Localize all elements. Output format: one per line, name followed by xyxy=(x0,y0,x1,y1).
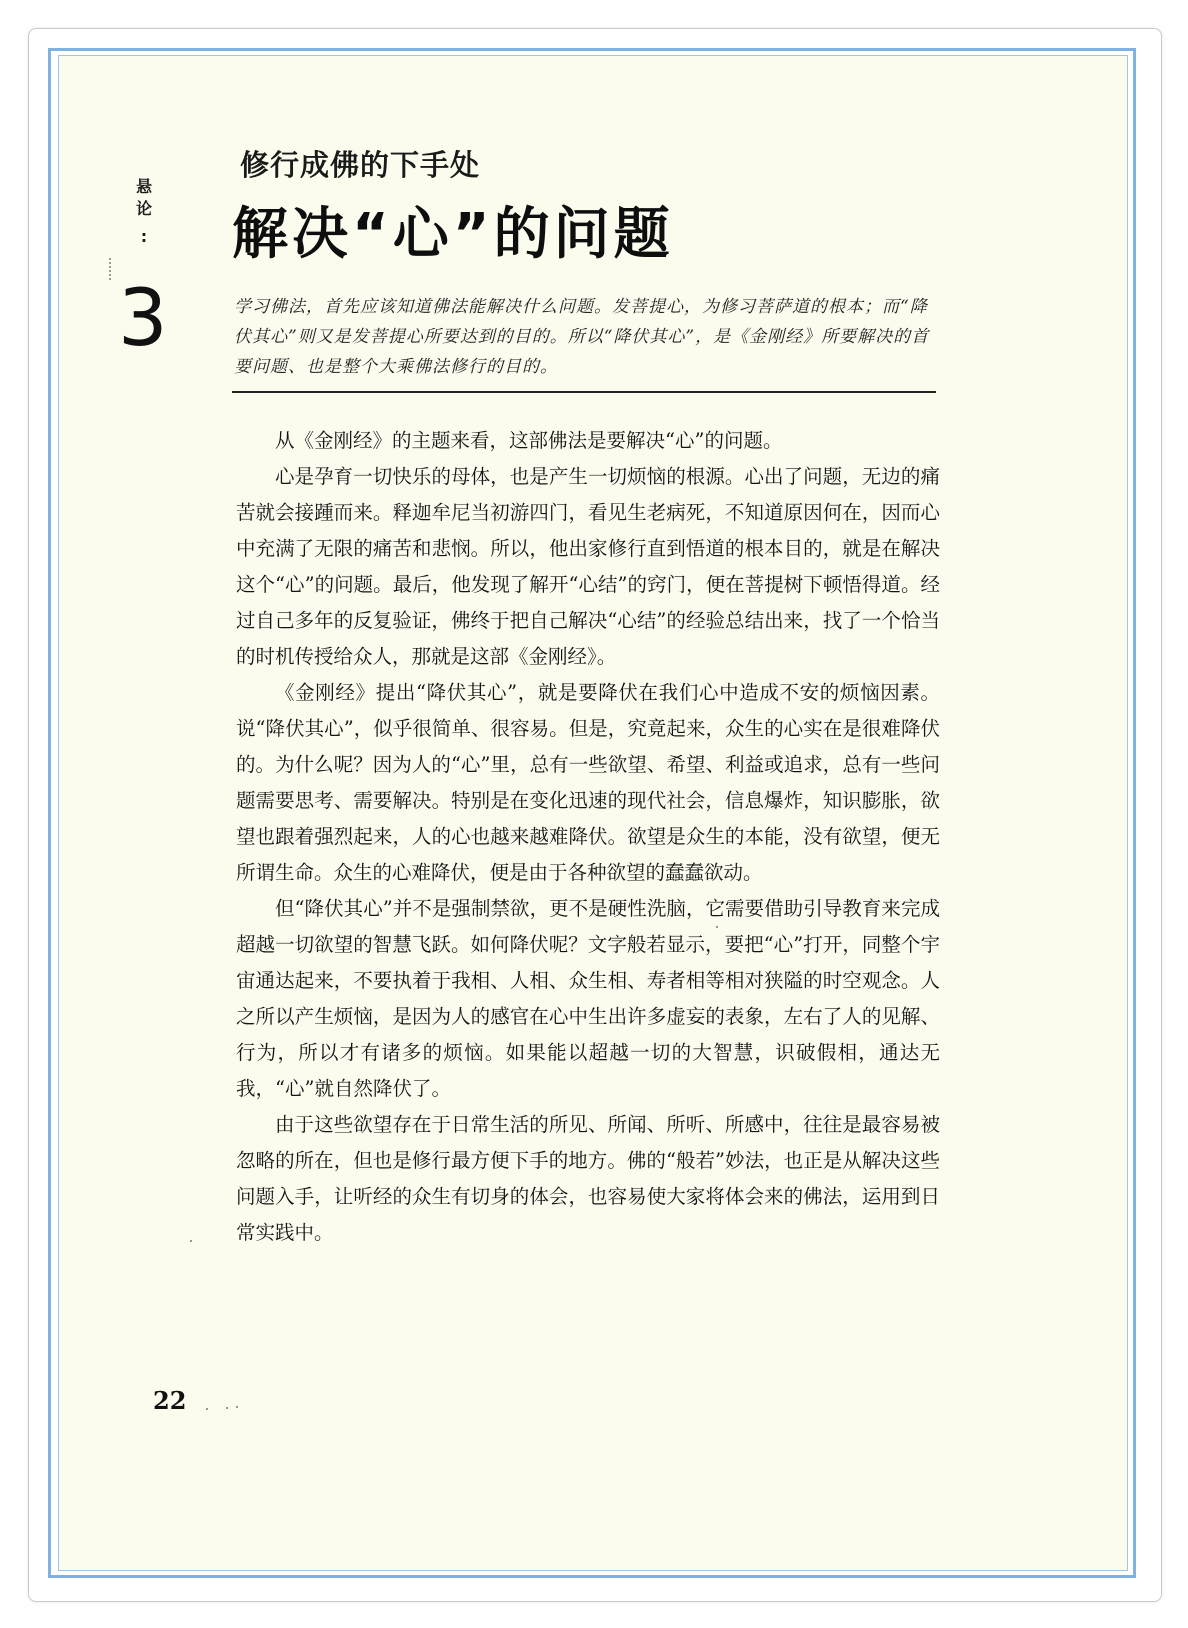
page-number: 22 xyxy=(153,1386,187,1415)
chapter-number: 3 xyxy=(118,274,168,364)
abstract-divider xyxy=(232,391,936,393)
paragraph: 由于这些欲望存在于日常生活的所见、所闻、所听、所感中，往往是最容易被忽略的所在，但也是修行最方便下手的地方。佛的“般若”妙法，也正是从解决这些问题入手，让听经的众生有切身的体会，也容易使大家将体会来的佛法，运用到日常实践中。 xyxy=(236,1113,940,1244)
scan-speck xyxy=(236,1406,238,1408)
scan-speck xyxy=(190,1240,192,1242)
side-dots-divider xyxy=(109,258,113,280)
chapter-subtitle: 修行成佛的下手处 xyxy=(240,148,481,182)
side-label-colon: : xyxy=(140,227,148,246)
scan-speck xyxy=(226,1407,228,1409)
side-label-char: 悬 xyxy=(135,177,152,196)
body-text xyxy=(236,423,940,1251)
paragraph: 但“降伏其心”并不是强制禁欲，更不是硬性洗脑，它需要借助引导教育来完成超越一切欲望的智慧飞跃。如何降伏呢？文字般若显示，要把“心”打开，同整个宇宙通达起来，不要执着于我相、人相、众生相、寿者相等相对狭隘的时空观念。人之所以产生烦恼，是因为人的感官在心中生出许多虚妄的表象，左右了人的见解、行为，所以才有诸多的烦恼。如果能以超越一切的大智慧，识破假相，通达无我，“心”就自然降伏了。 xyxy=(236,897,940,1100)
paragraph: 心是孕育一切快乐的母体，也是产生一切烦恼的根源。心出了问题，无边的痛苦就会接踵而来。释迦牟尼当初游四门，看见生老病死，不知道原因何在，因而心中充满了无限的痛苦和悲悯。所以，他出家修行直到悟道的根本目的，就是在解决这个“心”的问题。最后，他发现了解开“心结”的窍门，便在菩提树下顿悟得道。经过自己多年的反复验证，佛终于把自己解决“心结”的经验总结出来，找了一个恰当的时机传授给众人，那就是这部《金刚经》。 xyxy=(236,465,940,668)
side-label-char: 论 xyxy=(135,199,152,218)
scan-speck xyxy=(206,1408,208,1410)
scan-speck xyxy=(716,926,718,928)
paragraph: 从《金刚经》的主题来看，这部佛法是要解决“心”的问题。 xyxy=(275,429,783,452)
chapter-abstract: 学习佛法，首先应该知道佛法能解决什么问题。发菩提心，为修习菩萨道的根本；而“降伏其心”则又是发菩提心所要达到的目的。所以“降伏其心”，是《金刚经》所要解决的首要问题、也是整个大乘佛法修行的目的。 xyxy=(234,297,930,377)
paragraph: 《金刚经》提出“降伏其心”，就是要降伏在我们心中造成不安的烦恼因素。说“降伏其心”，似乎很简单、很容易。但是，究竟起来，众生的心实在是很难降伏的。为什么呢？因为人的“心”里，总有一些欲望、希望、利益或追求，总有一些问题需要思考、需要解决。特别是在变化迅速的现代社会，信息爆炸，知识膨胀，欲望也跟着强烈起来，人的心也越来越难降伏。欲望是众生的本能，没有欲望，便无所谓生命。众生的心难降伏，便是由于各种欲望的蠢蠢欲动。 xyxy=(236,681,940,884)
chapter-title: 解决“心”的问题 xyxy=(232,202,674,267)
side-section-label xyxy=(131,176,157,248)
